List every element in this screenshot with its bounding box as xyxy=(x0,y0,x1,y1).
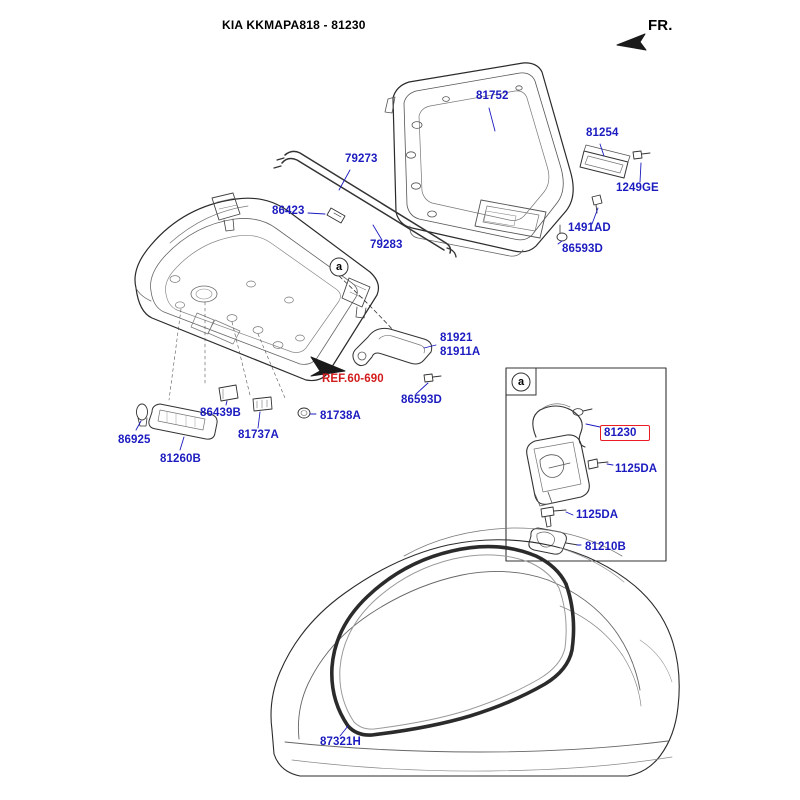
part-label-1125DA-lower: 1125DA xyxy=(576,509,619,521)
part-label-1491AD: 1491AD xyxy=(568,222,611,234)
callout-marker-main: a xyxy=(336,261,343,273)
part-label-79273: 79273 xyxy=(345,153,378,165)
part-label-1249GE: 1249GE xyxy=(616,182,659,194)
part-label-81911A: 81911A xyxy=(440,346,481,358)
part-label-86593D-top: 86593D xyxy=(562,243,603,255)
part-label-1125DA-upper: 1125DA xyxy=(615,463,658,475)
part-label-86439B: 86439B xyxy=(200,407,241,419)
orientation-label: FR. xyxy=(648,17,673,34)
diagram-title: KIA KKMAPA818 - 81230 xyxy=(222,18,366,32)
part-label-81921: 81921 xyxy=(440,332,473,344)
part-label-81737A: 81737A xyxy=(238,429,279,441)
part-label-81738A: 81738A xyxy=(320,410,361,422)
part-label-81254: 81254 xyxy=(586,127,619,139)
part-label-81260B: 81260B xyxy=(160,453,201,465)
part-label-79283: 79283 xyxy=(370,239,403,251)
fr-arrow xyxy=(617,34,646,50)
callout-marker-inset: a xyxy=(518,376,525,388)
part-label-81752: 81752 xyxy=(476,90,509,102)
part-label-81230: 81230 xyxy=(604,427,637,439)
reference-label: REF.60-690 xyxy=(322,373,384,385)
part-label-86593D-mid: 86593D xyxy=(401,394,442,406)
part-label-86423: 86423 xyxy=(272,205,305,217)
part-label-81210B: 81210B xyxy=(585,541,626,553)
part-label-86925: 86925 xyxy=(118,434,151,446)
part-label-87321H: 87321H xyxy=(320,736,361,748)
